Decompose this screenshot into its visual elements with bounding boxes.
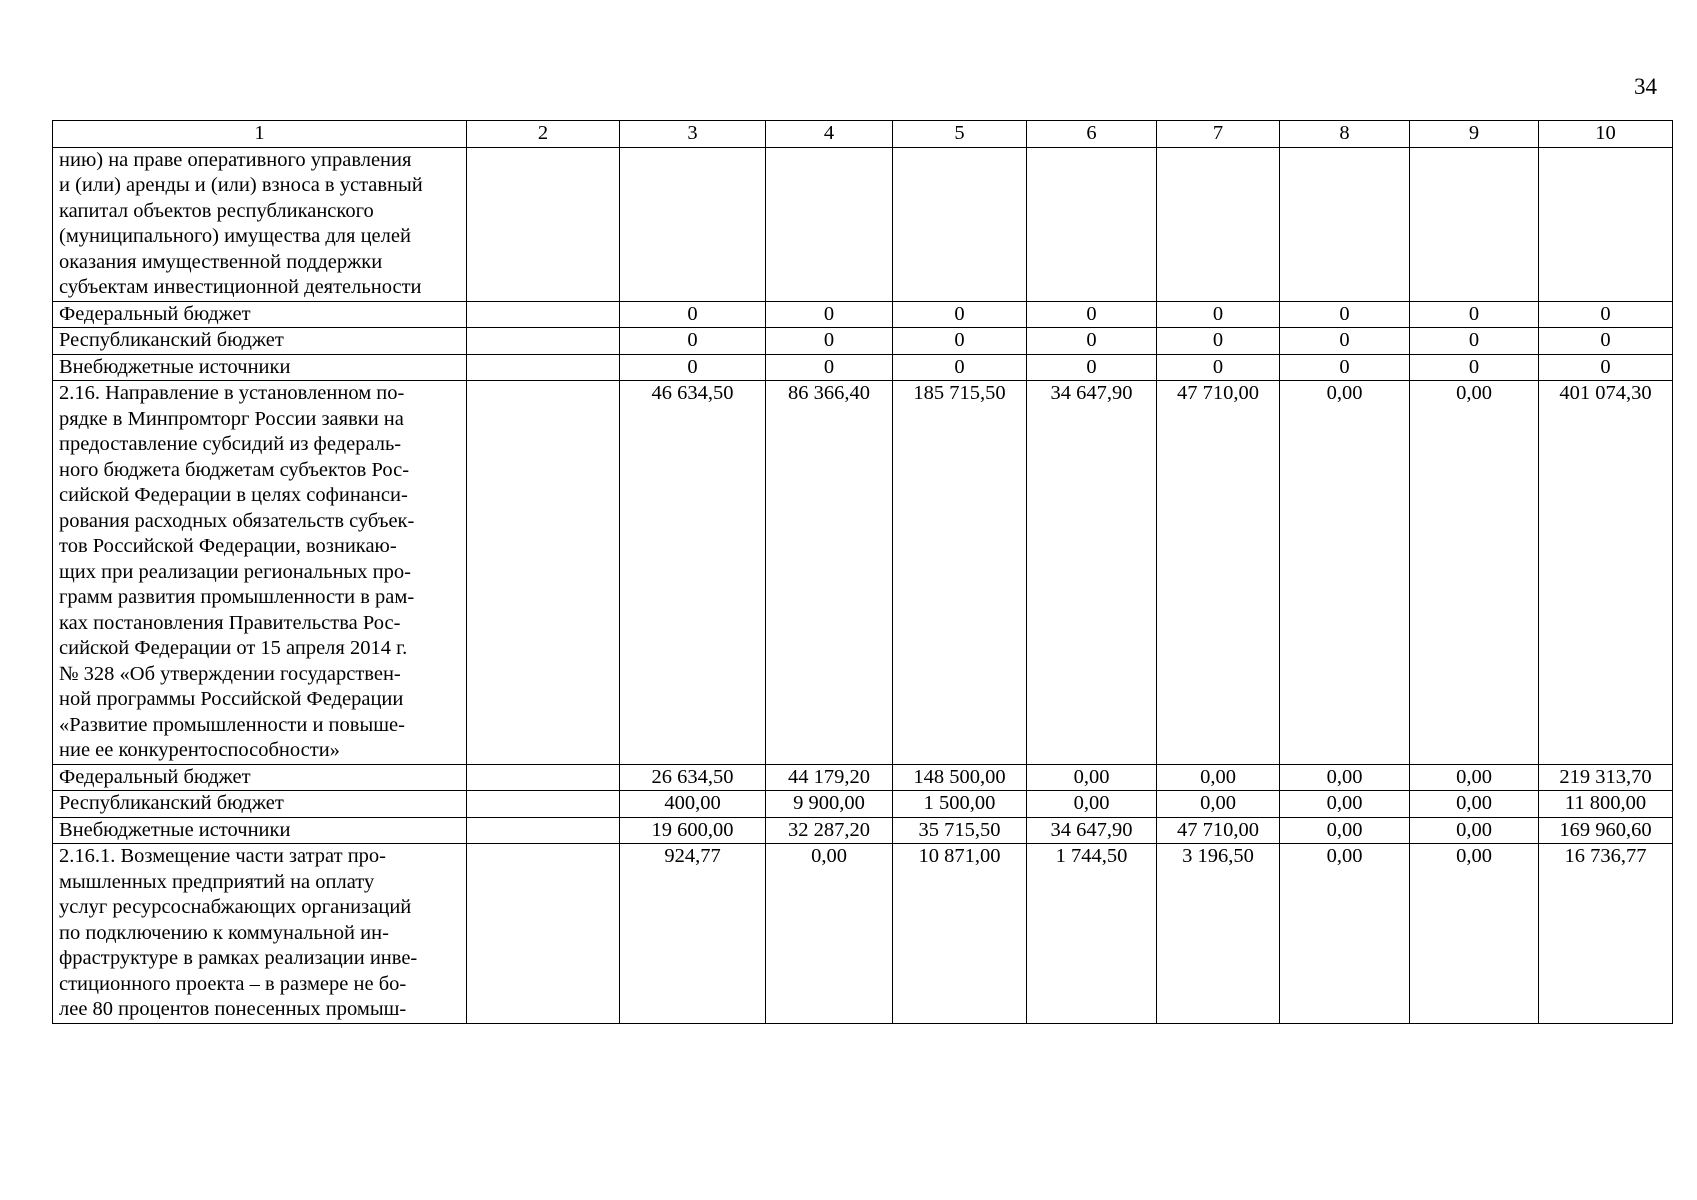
value-cell <box>1027 147 1157 301</box>
column-header: 7 <box>1157 121 1280 148</box>
row-label: 2.16. Направление в установленном по- рядке в Минпромторг России заявки на предоставление субсидий из федераль- ного бюджета бюджетам субъектов Рос- сийской Федерации в целях софинанси- рования расходных обязательств субъек- тов Российской Федерации, возникаю- щих при реализации региональных про- грамм развития промышленности в рам- ках постановления Правительства Рос- сийской Федерации от 15 апреля 2014 г. № 328 «Об утверждении государствен- ной программы Российской Федерации «Развитие промышленности и повыше- ние ее конкурентоспособности» <box>53 381 467 765</box>
value-cell: 0,00 <box>1280 791 1410 818</box>
value-cell: 16 736,77 <box>1539 844 1673 1024</box>
value-cell: 44 179,20 <box>766 764 893 791</box>
table-row <box>53 147 1673 301</box>
column-header: 1 <box>53 121 467 148</box>
value-cell: 0,00 <box>1157 791 1280 818</box>
value-cell: 47 710,00 <box>1157 817 1280 844</box>
column-header: 10 <box>1539 121 1673 148</box>
value-cell: 0 <box>893 301 1027 328</box>
row-label: 2.16.1. Возмещение части затрат про- мышленных предприятий на оплату услуг ресурсоснабжающих организаций по подключению к коммунальной ин- фраструктуре в рамках реализации инве- стиционного проекта – в размере не бо- лее 80 процентов понесенных промыш- <box>53 844 467 1024</box>
row-label: Федеральный бюджет <box>53 764 467 791</box>
value-cell: 32 287,20 <box>766 817 893 844</box>
value-cell <box>1157 147 1280 301</box>
budget-table <box>52 120 1673 1024</box>
cell-col2 <box>467 328 620 355</box>
value-cell: 148 500,00 <box>893 764 1027 791</box>
value-cell <box>766 147 893 301</box>
value-cell: 0 <box>1157 354 1280 381</box>
value-cell: 1 744,50 <box>1027 844 1157 1024</box>
table-row <box>53 791 1673 818</box>
value-cell: 35 715,50 <box>893 817 1027 844</box>
cell-col2 <box>467 764 620 791</box>
value-cell: 0 <box>1280 301 1410 328</box>
value-cell: 0,00 <box>1157 764 1280 791</box>
value-cell: 47 710,00 <box>1157 381 1280 765</box>
value-cell: 86 366,40 <box>766 381 893 765</box>
value-cell <box>893 147 1027 301</box>
row-label: Внебюджетные источники <box>53 354 467 381</box>
cell-col2 <box>467 791 620 818</box>
value-cell: 0,00 <box>1410 844 1539 1024</box>
value-cell: 0 <box>1280 354 1410 381</box>
value-cell: 0,00 <box>1410 791 1539 818</box>
value-cell <box>620 147 766 301</box>
value-cell: 185 715,50 <box>893 381 1027 765</box>
value-cell: 0 <box>1280 328 1410 355</box>
row-label: Республиканский бюджет <box>53 328 467 355</box>
value-cell: 0,00 <box>1410 764 1539 791</box>
value-cell: 0,00 <box>1280 844 1410 1024</box>
table-row <box>53 817 1673 844</box>
column-header: 6 <box>1027 121 1157 148</box>
value-cell: 0 <box>766 301 893 328</box>
value-cell: 46 634,50 <box>620 381 766 765</box>
cell-col2 <box>467 147 620 301</box>
value-cell <box>1280 147 1410 301</box>
value-cell: 34 647,90 <box>1027 817 1157 844</box>
value-cell: 400,00 <box>620 791 766 818</box>
value-cell: 0,00 <box>1280 817 1410 844</box>
column-header: 5 <box>893 121 1027 148</box>
table-row <box>53 844 1673 1024</box>
value-cell: 0 <box>893 328 1027 355</box>
value-cell: 401 074,30 <box>1539 381 1673 765</box>
column-header: 9 <box>1410 121 1539 148</box>
value-cell: 0 <box>1410 354 1539 381</box>
value-cell: 3 196,50 <box>1157 844 1280 1024</box>
value-cell: 0 <box>766 354 893 381</box>
table-row <box>53 328 1673 355</box>
table-row <box>53 354 1673 381</box>
value-cell: 0,00 <box>1410 817 1539 844</box>
value-cell: 0 <box>1539 301 1673 328</box>
value-cell: 26 634,50 <box>620 764 766 791</box>
value-cell: 0 <box>1410 301 1539 328</box>
value-cell: 0,00 <box>1410 381 1539 765</box>
column-header: 8 <box>1280 121 1410 148</box>
value-cell: 0 <box>1157 301 1280 328</box>
value-cell: 0 <box>620 354 766 381</box>
row-label: Внебюджетные источники <box>53 817 467 844</box>
cell-col2 <box>467 844 620 1024</box>
value-cell: 0 <box>1027 301 1157 328</box>
column-header: 4 <box>766 121 893 148</box>
value-cell: 169 960,60 <box>1539 817 1673 844</box>
row-label: Республиканский бюджет <box>53 791 467 818</box>
value-cell: 9 900,00 <box>766 791 893 818</box>
value-cell: 0,00 <box>766 844 893 1024</box>
value-cell: 10 871,00 <box>893 844 1027 1024</box>
value-cell: 0 <box>1027 328 1157 355</box>
value-cell: 0 <box>1539 328 1673 355</box>
row-label: Федеральный бюджет <box>53 301 467 328</box>
value-cell <box>1410 147 1539 301</box>
value-cell: 0 <box>1157 328 1280 355</box>
table-row <box>53 301 1673 328</box>
column-header: 3 <box>620 121 766 148</box>
value-cell: 0,00 <box>1027 791 1157 818</box>
value-cell: 0 <box>1027 354 1157 381</box>
cell-col2 <box>467 817 620 844</box>
cell-col2 <box>467 381 620 765</box>
value-cell: 1 500,00 <box>893 791 1027 818</box>
page-number: 34 <box>1634 74 1657 99</box>
value-cell: 0,00 <box>1280 764 1410 791</box>
value-cell: 0 <box>1410 328 1539 355</box>
column-header: 2 <box>467 121 620 148</box>
value-cell: 0 <box>893 354 1027 381</box>
value-cell: 219 313,70 <box>1539 764 1673 791</box>
column-number-header-row <box>53 121 1673 148</box>
value-cell: 34 647,90 <box>1027 381 1157 765</box>
table-row <box>53 381 1673 765</box>
value-cell <box>1539 147 1673 301</box>
cell-col2 <box>467 301 620 328</box>
value-cell: 0 <box>620 328 766 355</box>
value-cell: 0 <box>766 328 893 355</box>
table-row <box>53 764 1673 791</box>
value-cell: 11 800,00 <box>1539 791 1673 818</box>
value-cell: 0 <box>1539 354 1673 381</box>
value-cell: 0 <box>620 301 766 328</box>
row-label: нию) на праве оперативного управления и (или) аренды и (или) взноса в уставный капитал объектов республиканского (муниципального) имущества для целей оказания имущественной поддержки субъектам инвестиционной деятельности <box>53 147 467 301</box>
value-cell: 19 600,00 <box>620 817 766 844</box>
value-cell: 924,77 <box>620 844 766 1024</box>
value-cell: 0,00 <box>1027 764 1157 791</box>
cell-col2 <box>467 354 620 381</box>
value-cell: 0,00 <box>1280 381 1410 765</box>
